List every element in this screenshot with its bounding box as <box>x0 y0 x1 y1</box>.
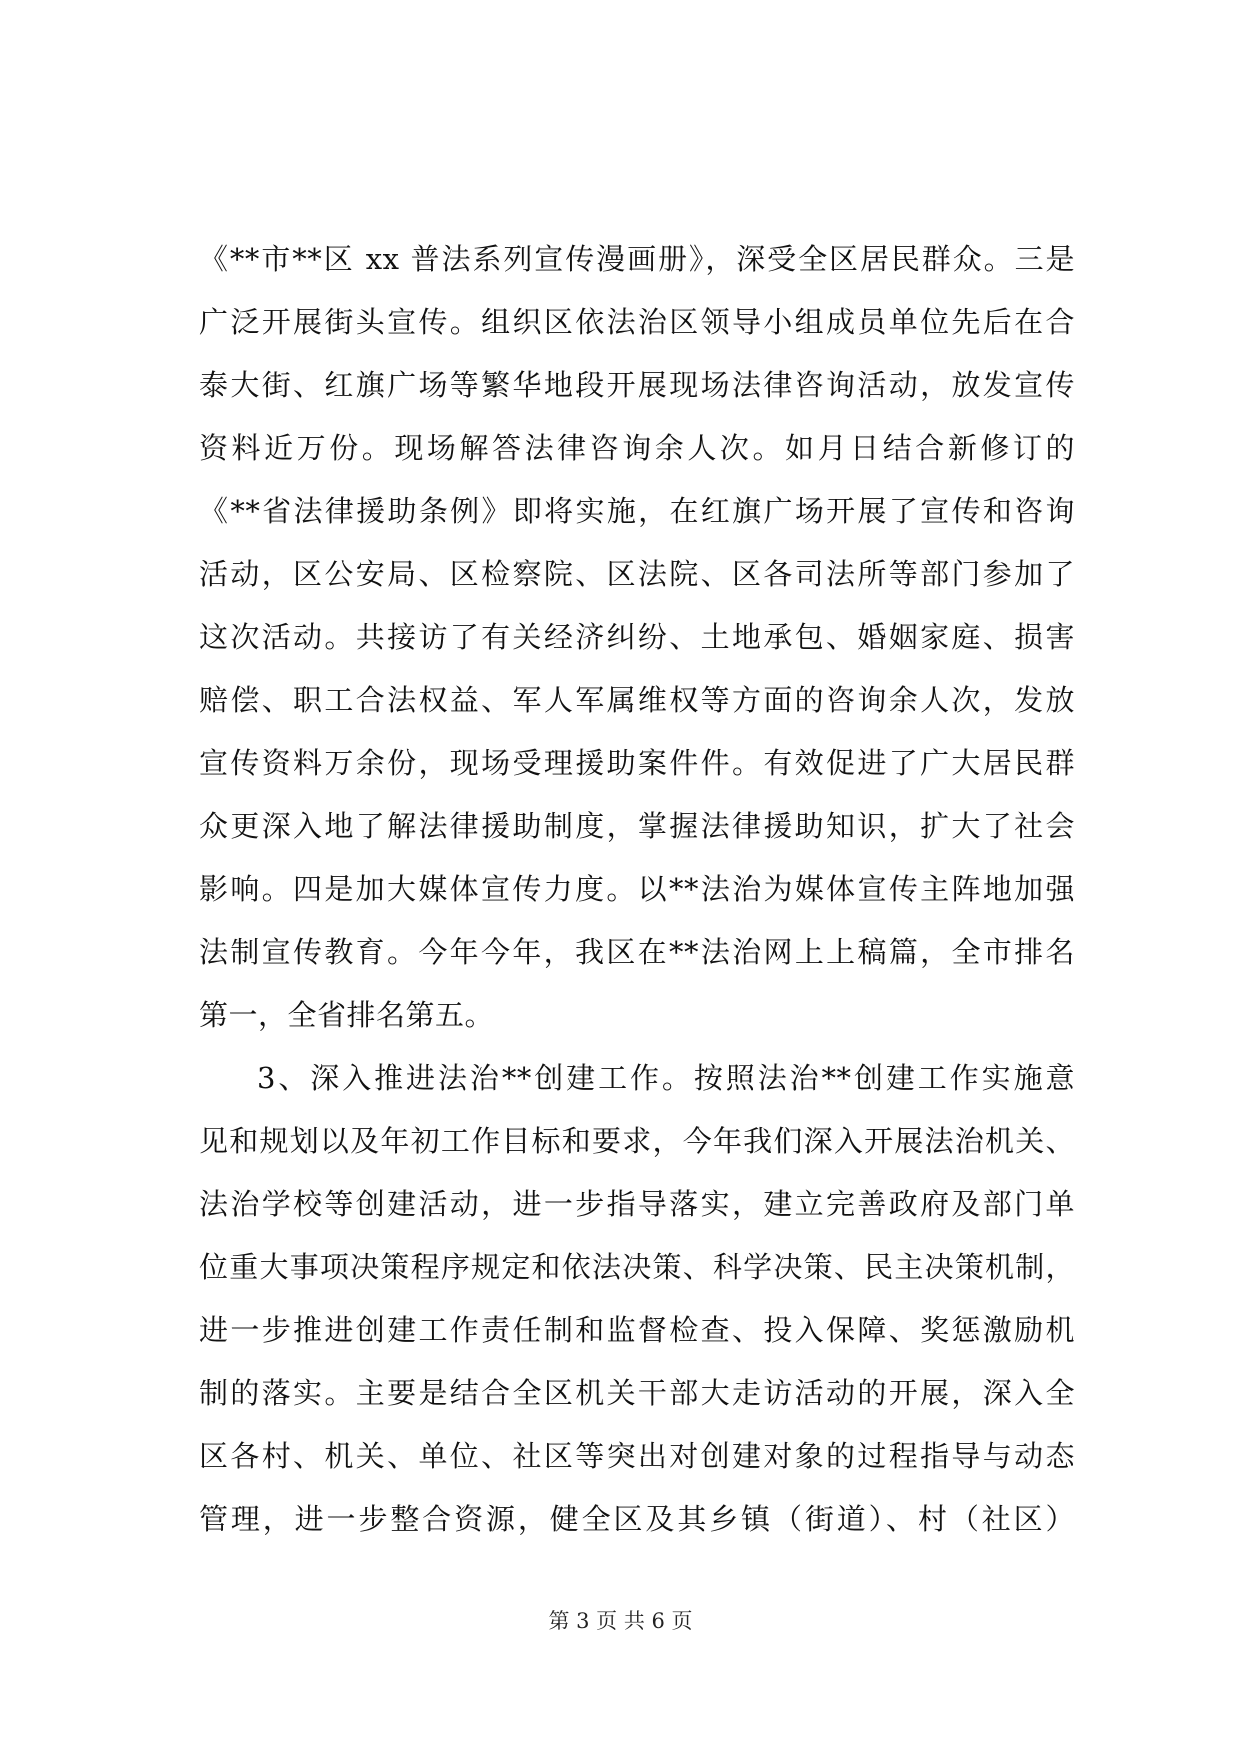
text-line: 法制宣传教育。今年今年，我区在**法治网上上稿篇，全市排名 <box>199 935 1075 969</box>
text-line-paragraph-start: 3、深入推进法治**创建工作。按照法治**创建工作实施意 <box>257 1061 1075 1095</box>
text-line: 影响。四是加大媒体宣传力度。以**法治为媒体宣传主阵地加强 <box>199 872 1075 906</box>
text-line: 活动，区公安局、区检察院、区法院、区各司法所等部门参加了 <box>199 557 1075 591</box>
text-line: 泰大街、红旗广场等繁华地段开展现场法律咨询活动，放发宣传 <box>199 368 1075 402</box>
body-text <box>199 228 1075 1551</box>
text-line: 《**市**区 xx 普法系列宣传漫画册》，深受全区居民群众。三是 <box>199 242 1075 276</box>
text-line: 位重大事项决策程序规定和依法决策、科学决策、民主决策机制， <box>199 1250 1075 1284</box>
text-line: 广泛开展街头宣传。组织区依法治区领导小组成员单位先后在合 <box>199 305 1075 339</box>
text-line: 区各村、机关、单位、社区等突出对创建对象的过程指导与动态 <box>199 1439 1075 1473</box>
text-line: 资料近万份。现场解答法律咨询余人次。如月日结合新修订的 <box>199 431 1075 465</box>
text-line: 赔偿、职工合法权益、军人军属维权等方面的咨询余人次，发放 <box>199 683 1075 717</box>
text-line: 制的落实。主要是结合全区机关干部大走访活动的开展，深入全 <box>199 1376 1075 1410</box>
text-line: 见和规划以及年初工作目标和要求，今年我们深入开展法治机关、 <box>199 1124 1075 1158</box>
text-line: 第一，全省排名第五。 <box>199 998 495 1032</box>
text-line: 宣传资料万余份，现场受理援助案件件。有效促进了广大居民群 <box>199 746 1075 780</box>
text-line: 众更深入地了解法律援助制度，掌握法律援助知识，扩大了社会 <box>199 809 1075 843</box>
page-footer: 第 3 页 共 6 页 <box>548 1609 693 1633</box>
text-line: 进一步推进创建工作责任制和监督检查、投入保障、奖惩激励机 <box>199 1313 1075 1347</box>
text-line: 管理，进一步整合资源，健全区及其乡镇（街道）、村（社区） <box>199 1502 1075 1536</box>
text-line: 这次活动。共接访了有关经济纠纷、土地承包、婚姻家庭、损害 <box>199 620 1075 654</box>
text-line: 法治学校等创建活动，进一步指导落实，建立完善政府及部门单 <box>199 1187 1075 1221</box>
text-line: 《**省法律援助条例》即将实施，在红旗广场开展了宣传和咨询 <box>199 494 1075 528</box>
